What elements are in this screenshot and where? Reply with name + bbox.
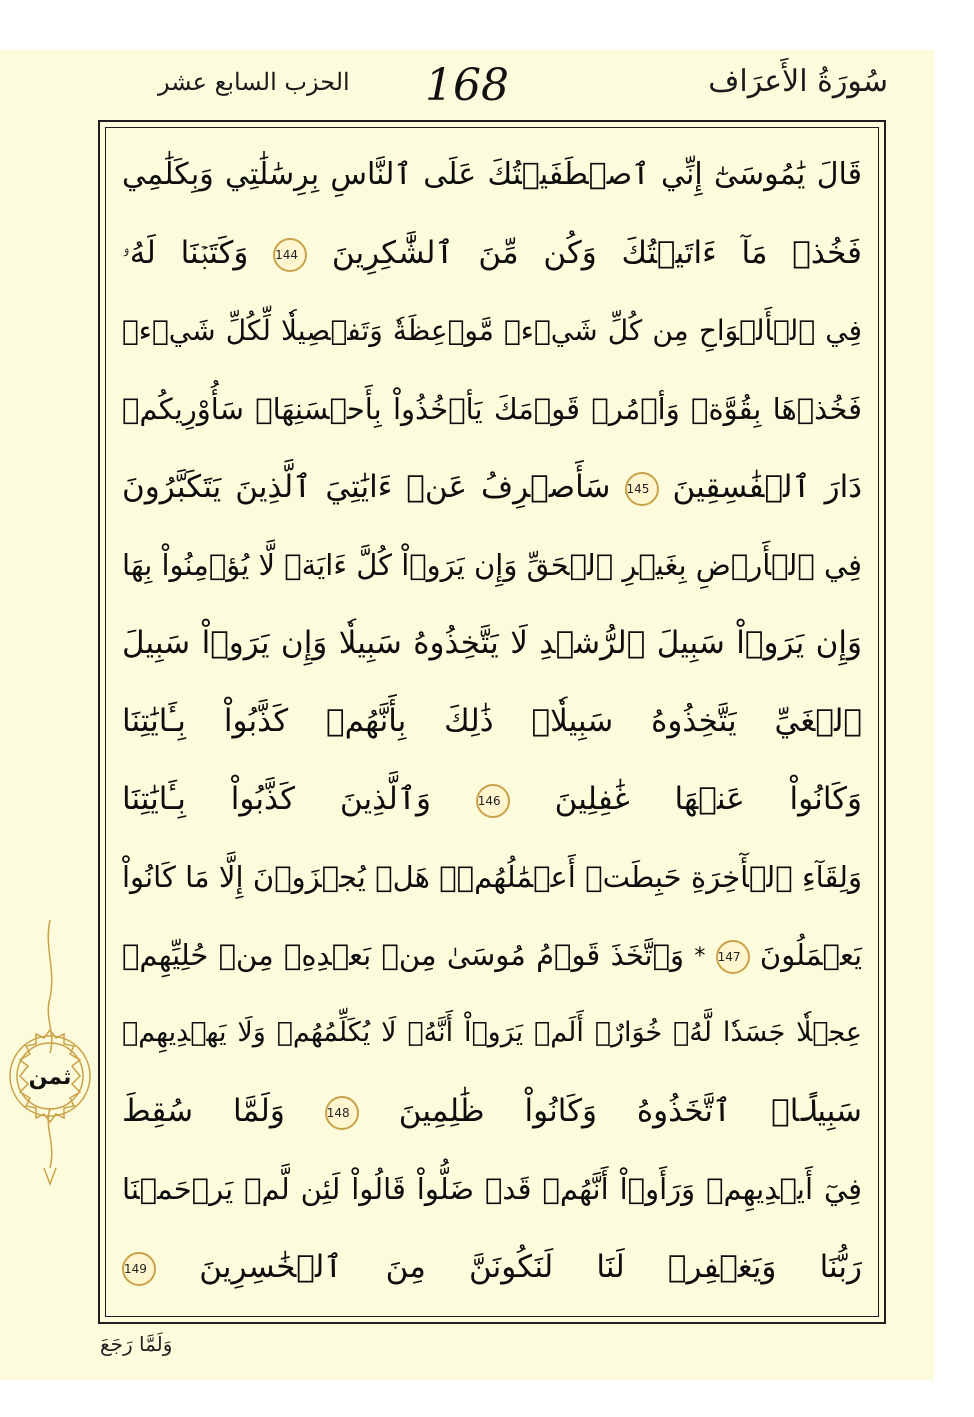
verse-text: فَخُذۡ مَآ ءَاتَيۡتُكَ وَكُن مِّنَ ٱلشَّٰكِرِينَ — [331, 235, 862, 271]
page-number: 168 — [425, 60, 509, 111]
text-line — [122, 994, 862, 1072]
verse-text-continued: وَكَتَبۡنَا لَهُۥ — [122, 235, 249, 271]
verse-text-continued: سَأَصۡرِفُ عَنۡ ءَايَٰتِيَ ٱلَّذِينَ يَتَكَبَّرُونَ — [122, 469, 611, 505]
marker-label: ثمن — [28, 1065, 72, 1090]
text-line — [122, 760, 862, 838]
text-line — [122, 448, 862, 526]
verse-text: يَعۡمَلُونَ — [759, 938, 863, 972]
verse-text: فِي ٱلۡأَلۡوَاحِ مِن كُلِّ شَيۡءٖ مَّوۡعِظَةٗ وَتَفۡصِيلٗا لِّكُلِّ شَيۡءٖ — [122, 314, 862, 347]
verse-text-continued: وَٱلَّذِينَ كَذَّبُواْ بِـَٔايَٰتِنَا — [122, 781, 431, 817]
marker-top-ornament — [48, 920, 51, 1053]
verse-text: فِيٓ أَيۡدِيهِمۡ وَرَأَوۡاْ أَنَّهُمۡ قَدۡ ضَلُّواْ قَالُواْ لَئِن لَّمۡ يَرۡحَمۡنَا — [122, 1172, 862, 1206]
text-line — [122, 292, 862, 370]
verse-text: وَإِن يَرَوۡاْ سَبِيلَ ٱلرُّشۡدِ لَا يَتَّخِذُوهُ سَبِيلٗا وَإِن يَرَوۡاْ سَبِيلَ — [122, 625, 862, 661]
catchword: وَلَمَّا رَجَعَ — [100, 1332, 173, 1356]
mushaf-page — [0, 50, 934, 1380]
verse-text: دَارَ ٱلۡفَٰسِقِينَ — [672, 469, 862, 505]
text-line — [122, 1228, 862, 1306]
text-line — [122, 214, 862, 292]
text-line — [122, 682, 862, 760]
verse-text: وَكَانُواْ عَنۡهَا غَٰفِلِينَ — [554, 781, 862, 817]
verse-text: وَلِقَآءِ ٱلۡأٓخِرَةِ حَبِطَتۡ أَعۡمَٰلُهُمۡۚ هَلۡ يُجۡزَوۡنَ إِلَّا مَا كَانُواْ — [122, 860, 862, 894]
ayah-number-marker: 147 — [716, 940, 750, 974]
ayah-number-marker: 149 — [122, 1252, 156, 1286]
verse-text: عِجۡلٗا جَسَدٗا لَّهُۥ خُوَارٌۚ أَلَمۡ يَرَوۡاْ أَنَّهُۥ لَا يُكَلِّمُهُمۡ وَلَا يَهۡدِيهِمۡ — [122, 1017, 862, 1048]
verse-text-continued: وَلَمَّا سُقِطَ — [122, 1093, 285, 1129]
verse-text: سَبِيلًاۘ ٱتَّخَذُوهُ وَكَانُواْ ظَٰلِمِينَ — [398, 1093, 863, 1129]
text-line — [122, 370, 862, 448]
ayah-number-marker: 146 — [476, 784, 510, 818]
ayah-number-marker: 144 — [273, 238, 307, 272]
page-header — [0, 50, 934, 120]
text-line — [122, 136, 862, 214]
thumn-marker — [4, 918, 96, 1188]
marker-bottom-ornament — [44, 1108, 56, 1184]
text-frame — [98, 120, 886, 1324]
verse-text: رَبُّنَا وَيَغۡفِرۡ لَنَا لَنَكُونَنَّ مِنَ ٱلۡخَٰسِرِينَ — [199, 1249, 863, 1285]
hizb-title: الحزب السابع عشر — [158, 68, 350, 96]
verse-text-continued: وَٱتَّخَذَ قَوۡمُ مُوسَىٰ مِنۢ بَعۡدِهِۦ مِنۡ حُلِيِّهِمۡ — [122, 938, 685, 972]
thumn-star-icon: * — [694, 944, 706, 969]
text-line — [122, 916, 862, 994]
quran-text — [122, 136, 862, 1306]
text-line — [122, 1150, 862, 1228]
verse-text: قَالَ يَٰمُوسَىٰٓ إِنِّي ٱصۡطَفَيۡتُكَ عَلَى ٱلنَّاسِ بِرِسَٰلَٰتِي وَبِكَلَٰمِي — [122, 157, 862, 192]
text-line — [122, 1072, 862, 1150]
text-line — [122, 604, 862, 682]
text-line — [122, 526, 862, 604]
verse-text: فَخُذۡهَا بِقُوَّةٖ وَأۡمُرۡ قَوۡمَكَ يَأۡخُذُواْ بِأَحۡسَنِهَاۚ سَأُوْرِيكُمۡ — [122, 392, 862, 426]
text-line — [122, 838, 862, 916]
ayah-number-marker: 148 — [325, 1096, 359, 1130]
surah-title: سُورَةُ الأَعرَاف — [708, 64, 888, 99]
verse-text: فِي ٱلۡأَرۡضِ بِغَيۡرِ ٱلۡحَقِّ وَإِن يَرَوۡاْ كُلَّ ءَايَةٖ لَّا يُؤۡمِنُواْ بِهَا — [122, 548, 862, 582]
ayah-number-marker: 145 — [625, 472, 659, 506]
verse-text: ٱلۡغَيِّ يَتَّخِذُوهُ سَبِيلٗاۚ ذَٰلِكَ بِأَنَّهُمۡ كَذَّبُواْ بِـَٔايَٰتِنَا — [122, 703, 862, 739]
